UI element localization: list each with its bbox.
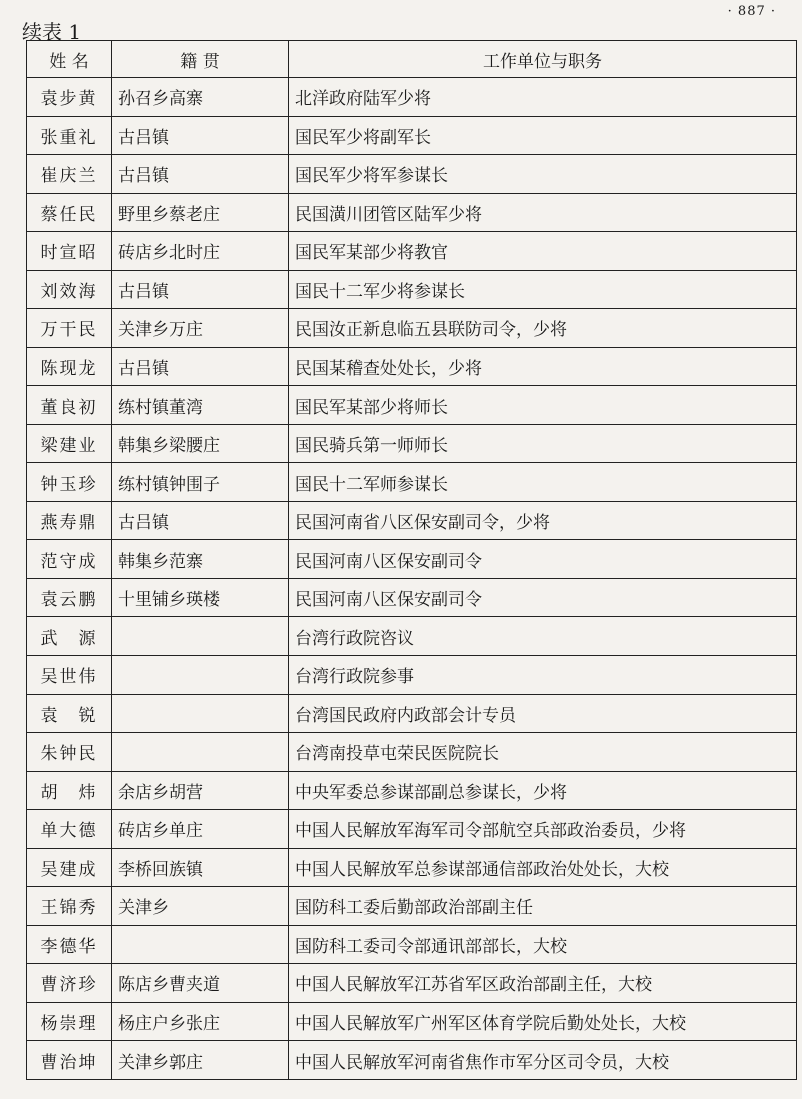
person-name-cell: 单大德 [27,810,112,849]
person-name-cell: 袁 锐 [27,694,112,733]
origin-cell: 砖店乡单庄 [112,810,289,849]
personnel-table [26,40,797,1080]
job-cell: 国民十二军师参谋长 [289,463,797,502]
job-cell: 民国河南八区保安副司令 [289,540,797,579]
origin-cell: 杨庄户乡张庄 [112,1002,289,1041]
table-row [27,771,797,810]
table-row [27,155,797,194]
job-cell: 民国潢川团管区陆军少将 [289,193,797,232]
person-name-cell: 李德华 [27,925,112,964]
table-row [27,270,797,309]
person-name-cell: 吴建成 [27,848,112,887]
origin-cell [112,617,289,656]
person-name-cell: 胡 炜 [27,771,112,810]
origin-cell [112,694,289,733]
table-row [27,463,797,502]
origin-cell [112,733,289,772]
origin-cell: 关津乡 [112,887,289,926]
table-row [27,193,797,232]
origin-cell: 练村镇董湾 [112,386,289,425]
origin-cell: 练村镇钟围子 [112,463,289,502]
origin-cell: 韩集乡范寨 [112,540,289,579]
person-name-cell: 陈现龙 [27,347,112,386]
person-name-cell: 崔庆兰 [27,155,112,194]
person-name-cell: 钟玉珍 [27,463,112,502]
origin-cell [112,925,289,964]
table-row [27,347,797,386]
person-name-cell: 燕寿鼎 [27,501,112,540]
person-name-cell: 董良初 [27,386,112,425]
job-cell: 中央军委总参谋部副总参谋长，少将 [289,771,797,810]
header-job: 工作单位与职务 [289,41,797,78]
table-row [27,540,797,579]
job-cell: 国防科工委司令部通讯部部长，大校 [289,925,797,964]
origin-cell: 李桥回族镇 [112,848,289,887]
person-name-cell: 杨崇理 [27,1002,112,1041]
job-cell: 中国人民解放军河南省焦作市军分区司令员，大校 [289,1041,797,1080]
person-name-cell: 袁云鹏 [27,578,112,617]
origin-cell: 关津乡万庄 [112,309,289,348]
table-row [27,501,797,540]
job-cell: 民国汝正新息临五县联防司令，少将 [289,309,797,348]
table-row [27,848,797,887]
table-row [27,694,797,733]
origin-cell [112,655,289,694]
person-name-cell: 吴世伟 [27,655,112,694]
origin-cell: 古吕镇 [112,116,289,155]
person-name-cell: 梁建业 [27,424,112,463]
table-row [27,232,797,271]
job-cell: 台湾南投草屯荣民医院院长 [289,733,797,772]
person-name-cell: 武 源 [27,617,112,656]
table-row [27,810,797,849]
header-origin: 籍 贯 [112,41,289,78]
job-cell: 民国某稽查处处长，少将 [289,347,797,386]
job-cell: 台湾行政院参事 [289,655,797,694]
job-cell: 北洋政府陆军少将 [289,78,797,117]
person-name-cell: 王锦秀 [27,887,112,926]
person-name-cell: 蔡任民 [27,193,112,232]
origin-cell: 十里铺乡瑛楼 [112,578,289,617]
origin-cell: 关津乡郭庄 [112,1041,289,1080]
origin-cell: 古吕镇 [112,270,289,309]
job-cell: 国民十二军少将参谋长 [289,270,797,309]
job-cell: 中国人民解放军广州军区体育学院后勤处处长，大校 [289,1002,797,1041]
person-name-cell: 袁步黄 [27,78,112,117]
table-row [27,78,797,117]
table-row [27,1002,797,1041]
person-name-cell: 刘效海 [27,270,112,309]
person-name-cell: 曹济珍 [27,964,112,1003]
table-row [27,1041,797,1080]
person-name-cell: 万干民 [27,309,112,348]
table-row [27,424,797,463]
job-cell: 国防科工委后勤部政治部副主任 [289,887,797,926]
table-row [27,655,797,694]
origin-cell: 余店乡胡营 [112,771,289,810]
header-name: 姓 名 [27,41,112,78]
table-row [27,309,797,348]
job-cell: 国民军某部少将教官 [289,232,797,271]
origin-cell: 野里乡蔡老庄 [112,193,289,232]
origin-cell: 砖店乡北时庄 [112,232,289,271]
origin-cell: 古吕镇 [112,347,289,386]
job-cell: 中国人民解放军江苏省军区政治部副主任，大校 [289,964,797,1003]
origin-cell: 古吕镇 [112,155,289,194]
job-cell: 台湾行政院咨议 [289,617,797,656]
person-name-cell: 张重礼 [27,116,112,155]
person-name-cell: 曹治坤 [27,1041,112,1080]
job-cell: 民国河南八区保安副司令 [289,578,797,617]
job-cell: 民国河南省八区保安副司令，少将 [289,501,797,540]
origin-cell: 孙召乡高寨 [112,78,289,117]
table-row [27,925,797,964]
job-cell: 台湾国民政府内政部会计专员 [289,694,797,733]
job-cell: 国民骑兵第一师师长 [289,424,797,463]
person-name-cell: 朱钟民 [27,733,112,772]
job-cell: 中国人民解放军海军司令部航空兵部政治委员，少将 [289,810,797,849]
table-row [27,617,797,656]
job-cell: 国民军少将军参谋长 [289,155,797,194]
origin-cell: 陈店乡曹夹道 [112,964,289,1003]
job-cell: 国民军少将副军长 [289,116,797,155]
person-name-cell: 时宣昭 [27,232,112,271]
person-name-cell: 范守成 [27,540,112,579]
table-row [27,386,797,425]
job-cell: 国民军某部少将师长 [289,386,797,425]
origin-cell: 韩集乡梁腰庄 [112,424,289,463]
page-number: · 887 · [727,4,776,19]
table-row [27,116,797,155]
job-cell: 中国人民解放军总参谋部通信部政治处处长，大校 [289,848,797,887]
table-row [27,887,797,926]
table-row [27,578,797,617]
origin-cell: 古吕镇 [112,501,289,540]
table-header-row [27,41,797,78]
table-title: 续表 1 [22,20,82,44]
table-row [27,733,797,772]
table-row [27,964,797,1003]
